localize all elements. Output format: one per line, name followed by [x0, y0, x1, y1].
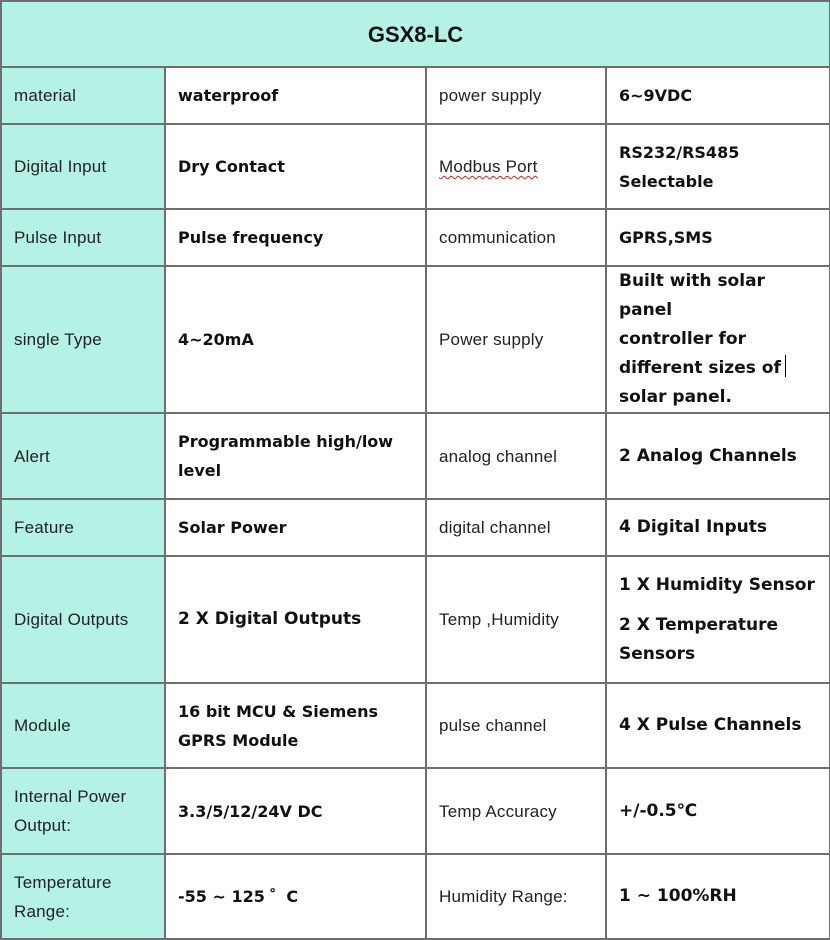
spec-value: 2 Analog Channels: [606, 413, 830, 499]
spec-value: GPRS,SMS: [606, 209, 830, 266]
spec-label: Temp Accuracy: [426, 768, 606, 854]
spec-label: [1, 854, 165, 939]
spec-value: waterproof: [165, 67, 426, 124]
spec-value: 3.3/5/12/24V DC: [165, 768, 426, 854]
spec-value: 4~20mA: [165, 266, 426, 413]
spec-label: Digital Outputs: [1, 556, 165, 683]
table-row: [1, 556, 830, 683]
spec-label: digital channel: [426, 499, 606, 556]
spec-value: [606, 266, 830, 413]
table-row: [1, 67, 830, 124]
spec-label: Power supply: [426, 266, 606, 413]
spec-value-text: different sizes of: [619, 358, 781, 378]
spec-value-line: GPRS Module: [178, 730, 299, 750]
spec-value: [606, 124, 830, 209]
spec-value: +/-0.5℃: [606, 768, 830, 854]
spec-label: analog channel: [426, 413, 606, 499]
spec-label: [1, 768, 165, 854]
spec-value-line: 2 X Temperature: [619, 614, 779, 635]
spec-value-line: Programmable high/low: [178, 432, 394, 451]
table-row: [1, 768, 830, 854]
table-row: [1, 266, 830, 413]
spec-label-line: Temperature: [14, 872, 112, 892]
spec-label: [426, 124, 606, 209]
spec-value: Dry Contact: [165, 124, 426, 209]
spec-label: Digital Input: [1, 124, 165, 209]
spec-value: 4 Digital Inputs: [606, 499, 830, 556]
spec-label: Alert: [1, 413, 165, 499]
spec-label-line: Internal Power: [14, 787, 127, 806]
table-title: GSX8-LC: [1, 1, 830, 67]
spec-value: 6~9VDC: [606, 67, 830, 124]
text-cursor: [785, 355, 786, 377]
spec-label: communication: [426, 209, 606, 266]
spec-label: Humidity Range:: [426, 854, 606, 939]
spec-value-line: Selectable: [619, 171, 714, 191]
spec-value-line: Sensors: [619, 643, 696, 664]
spec-value-line: [619, 354, 817, 383]
table-row: [1, 124, 830, 209]
table-row: [1, 209, 830, 266]
spec-label: Temp ,Humidity: [426, 556, 606, 683]
spec-value: [165, 413, 426, 499]
spec-value-line: controller for: [619, 329, 746, 349]
table-row: [1, 413, 830, 499]
spec-value: 2 X Digital Outputs: [165, 556, 426, 683]
spec-value-line: 16 bit MCU & Siemens: [178, 701, 379, 721]
spec-value-line: 1 X Humidity Sensor: [619, 574, 815, 595]
spec-value-line: level: [178, 461, 222, 480]
table-row: [1, 854, 830, 939]
spec-label: single Type: [1, 266, 165, 413]
spelling-flag: Modbus Port: [439, 157, 538, 176]
table-row: [1, 499, 830, 556]
spec-label: Feature: [1, 499, 165, 556]
spec-value: [606, 556, 830, 683]
spec-value-line: Built with solar panel: [619, 271, 765, 320]
spec-value: 4 X Pulse Channels: [606, 683, 830, 768]
spec-value-line: solar panel.: [619, 387, 732, 407]
spec-label-line: Output:: [14, 816, 72, 835]
spec-label: material: [1, 67, 165, 124]
spec-value: Solar Power: [165, 499, 426, 556]
spec-value: Pulse frequency: [165, 209, 426, 266]
spec-label: Pulse Input: [1, 209, 165, 266]
spec-label: Module: [1, 683, 165, 768]
spec-label-line: Range:: [14, 901, 71, 921]
spec-label: power supply: [426, 67, 606, 124]
spec-label: pulse channel: [426, 683, 606, 768]
spec-value: 1 ~ 100%RH: [606, 854, 830, 939]
spec-value: [165, 683, 426, 768]
spec-value: -55 ~ 125 ゜C: [165, 854, 426, 939]
spec-value-line: RS232/RS485: [619, 142, 740, 162]
table-row: [1, 683, 830, 768]
